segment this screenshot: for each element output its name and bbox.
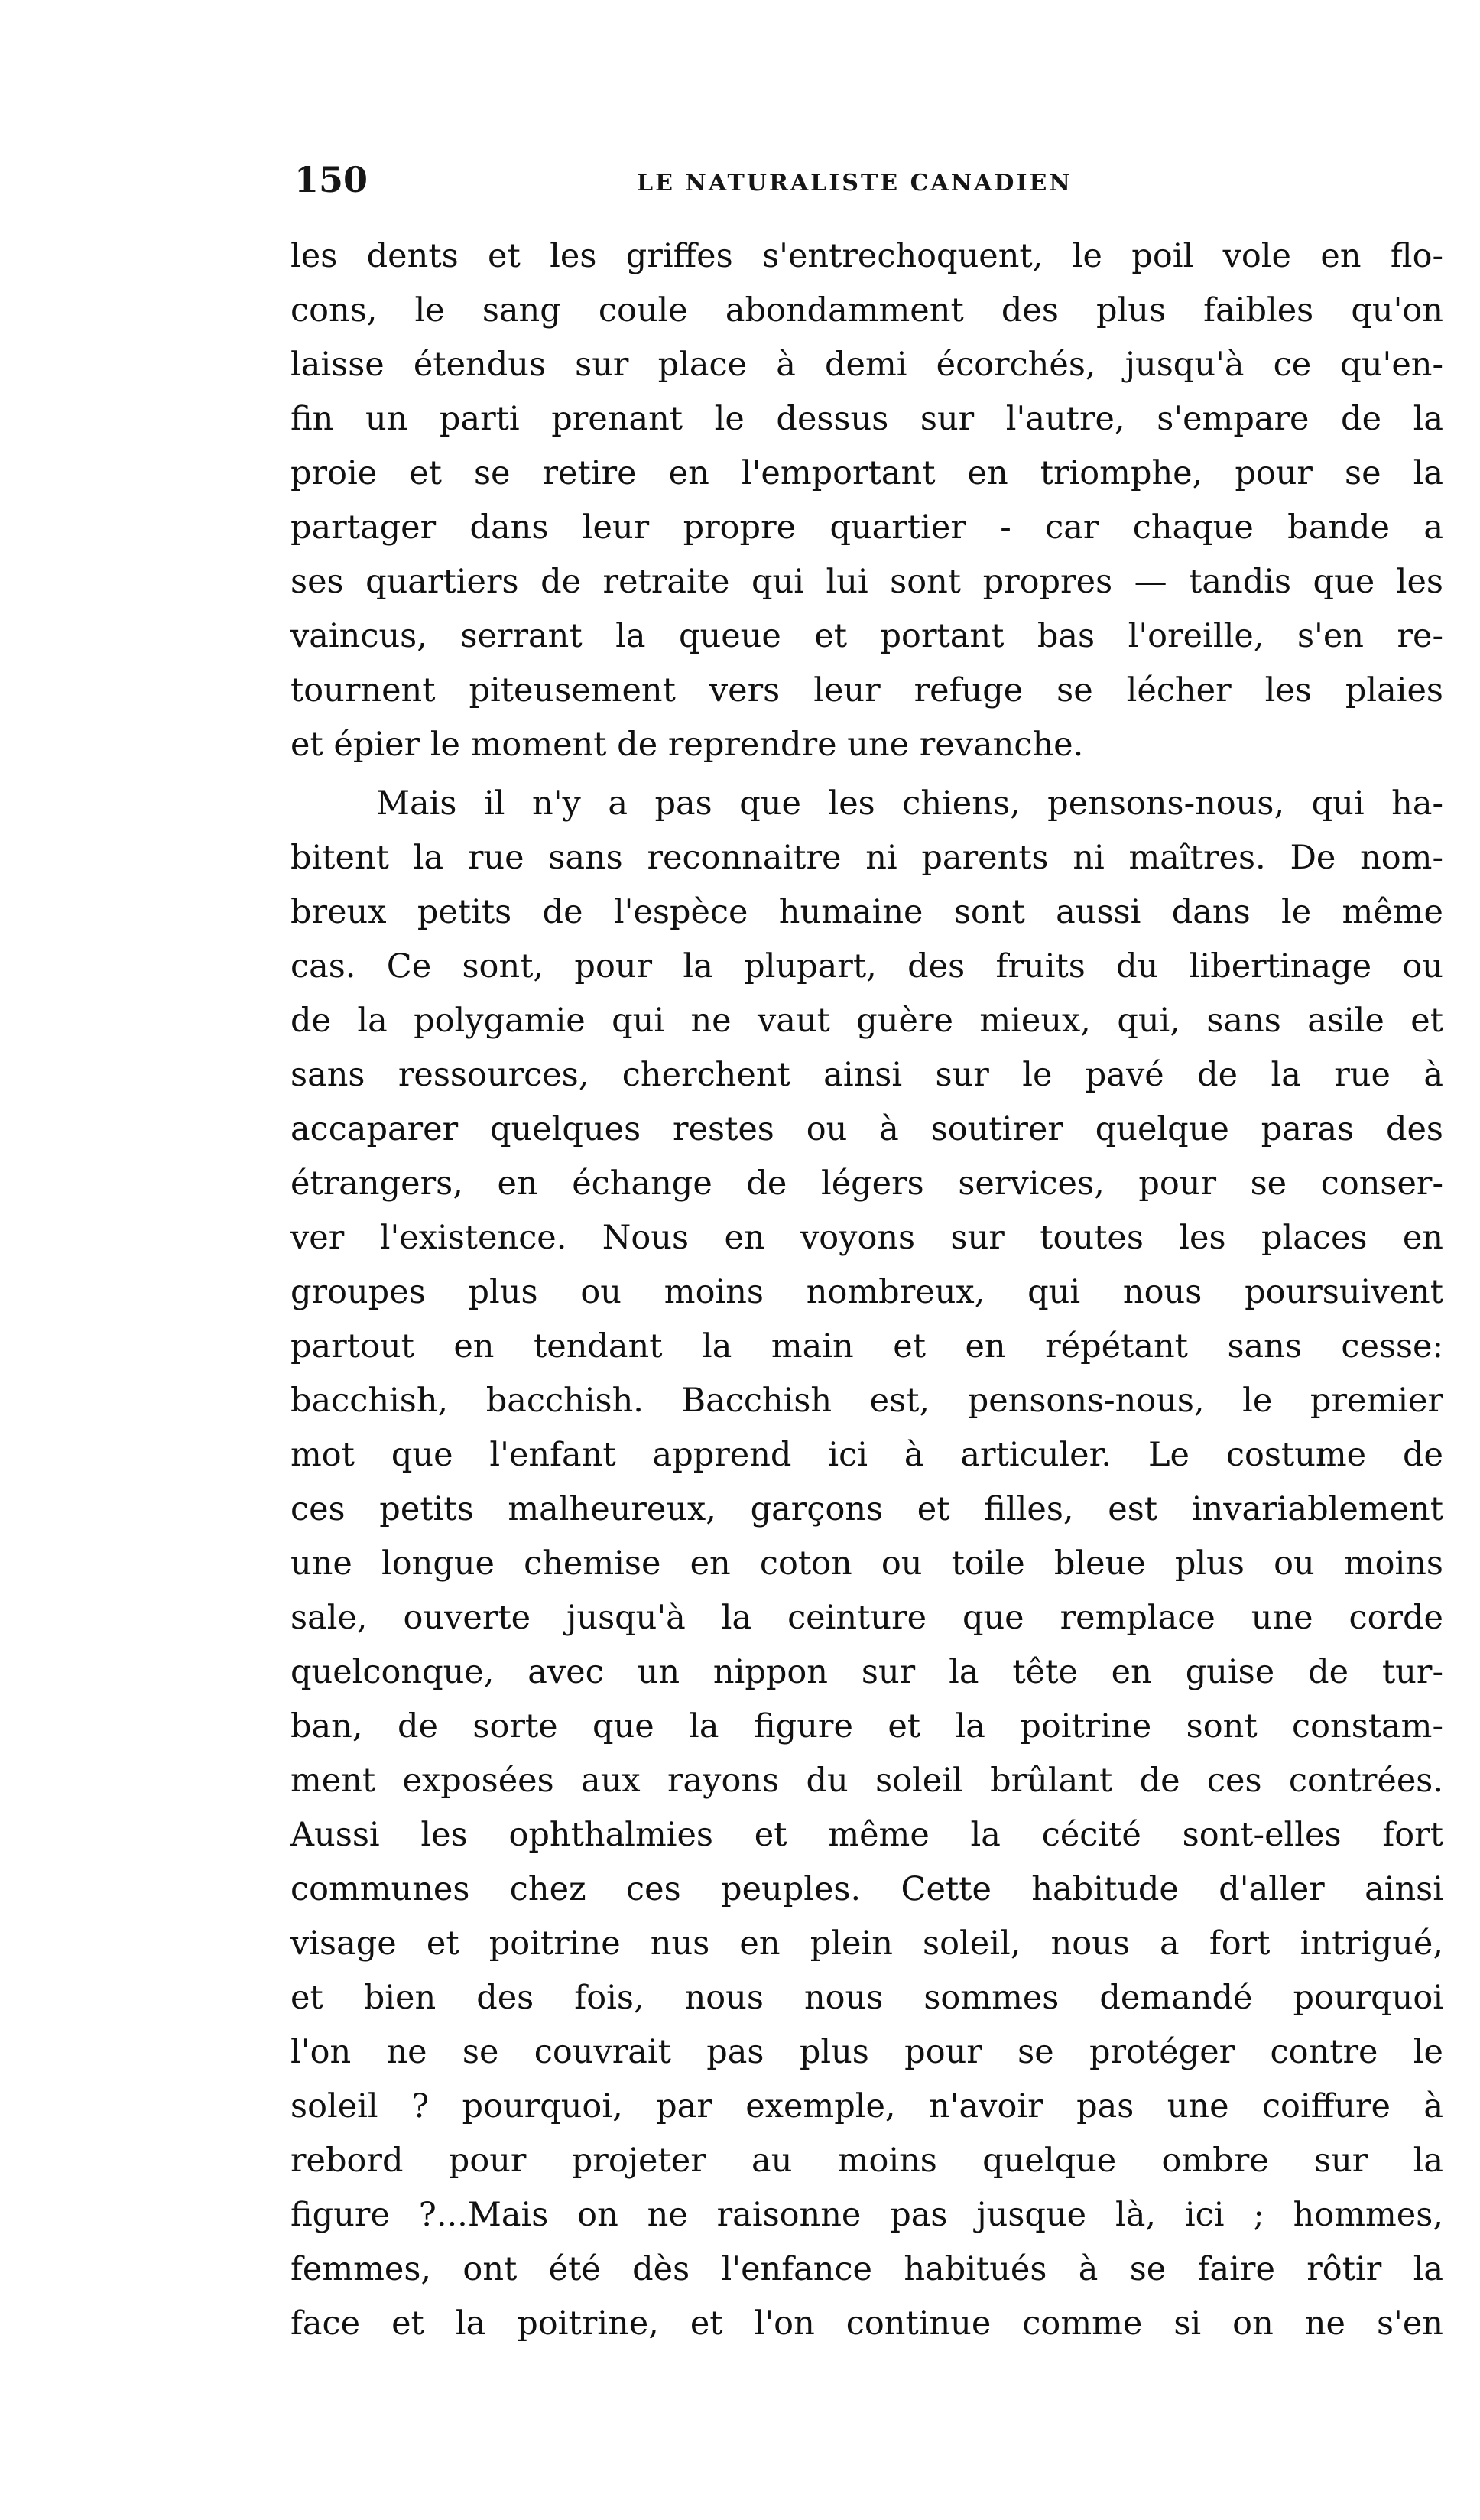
text-line: quelconque, avec un nippon sur la tête en guise de tur- bbox=[290, 1653, 1443, 1691]
page-header bbox=[294, 159, 1441, 213]
text-line: bitent la rue sans reconnaitre ni parents ni maîtres. De nom- bbox=[290, 839, 1443, 877]
text-line: l'on ne se couvrait pas plus pour se protéger contre le bbox=[290, 2033, 1443, 2071]
text-line: ment exposées aux rayons du soleil brûlant de ces contrées. bbox=[290, 1762, 1443, 1800]
text-line: partout en tendant la main et en répétant sans cesse: bbox=[290, 1327, 1443, 1366]
text-line: cas. Ce sont, pour la plupart, des fruits du libertinage ou bbox=[290, 947, 1443, 986]
text-line: tournent piteusement vers leur refuge se lécher les plaies bbox=[290, 671, 1443, 710]
text-line: Mais il n'y a pas que les chiens, pensons-nous, qui ha- bbox=[376, 784, 1443, 823]
text-line: partager dans leur propre quartier - car chaque bande a bbox=[290, 508, 1443, 547]
text-line: fin un parti prenant le dessus sur l'autre, s'empare de la bbox=[290, 400, 1443, 438]
page-number: 150 bbox=[294, 159, 368, 200]
text-line: et épier le moment de reprendre une revanche. bbox=[290, 726, 1084, 764]
text-line: face et la poitrine, et l'on continue comme si on ne s'en bbox=[290, 2304, 1443, 2343]
paragraph-1 bbox=[290, 229, 1443, 772]
text-line: soleil ? pourquoi, par exemple, n'avoir pas une coiffure à bbox=[290, 2087, 1443, 2125]
text-line: bacchish, bacchish. Bacchish est, pensons-nous, le premier bbox=[290, 1382, 1443, 1420]
text-line: breux petits de l'espèce humaine sont aussi dans le même bbox=[290, 893, 1443, 931]
text-line: cons, le sang coule abondamment des plus faibles qu'on bbox=[290, 291, 1443, 330]
text-line: rebord pour projeter au moins quelque ombre sur la bbox=[290, 2142, 1443, 2180]
text-line: visage et poitrine nus en plein soleil, nous a fort intrigué, bbox=[290, 1924, 1443, 1963]
running-title: LE NATURALISTE CANADIEN bbox=[637, 170, 1073, 196]
text-line: figure ?...Mais on ne raisonne pas jusque là, ici ; hommes, bbox=[290, 2196, 1443, 2234]
text-line: proie et se retire en l'emportant en triomphe, pour se la bbox=[290, 454, 1443, 492]
text-line: femmes, ont été dès l'enfance habitués à se faire rôtir la bbox=[290, 2250, 1443, 2288]
text-line: vaincus, serrant la queue et portant bas l'oreille, s'en re- bbox=[290, 617, 1443, 655]
text-line: laisse étendus sur place à demi écorchés, jusqu'à ce qu'en- bbox=[290, 346, 1443, 384]
text-line: ban, de sorte que la figure et la poitrine sont constam- bbox=[290, 1707, 1443, 1745]
text-line: de la polygamie qui ne vaut guère mieux, qui, sans asile et bbox=[290, 1002, 1443, 1040]
text-line: ver l'existence. Nous en voyons sur toutes les places en bbox=[290, 1219, 1443, 1257]
text-line: ses quartiers de retraite qui lui sont propres — tandis que les bbox=[290, 563, 1443, 601]
text-line: une longue chemise en coton ou toile bleue plus ou moins bbox=[290, 1544, 1443, 1583]
text-line: étrangers, en échange de légers services, pour se conser- bbox=[290, 1164, 1443, 1203]
text-line: groupes plus ou moins nombreux, qui nous poursuivent bbox=[290, 1273, 1443, 1311]
text-line: et bien des fois, nous nous sommes demandé pourquoi bbox=[290, 1979, 1443, 2017]
text-line: sale, ouverte jusqu'à la ceinture que remplace une corde bbox=[290, 1599, 1443, 1637]
body-text bbox=[290, 229, 1443, 2351]
text-line: accaparer quelques restes ou à soutirer quelque paras des bbox=[290, 1110, 1443, 1148]
text-line: ces petits malheureux, garçons et filles, est invariablement bbox=[290, 1490, 1443, 1528]
text-line: sans ressources, cherchent ainsi sur le pavé de la rue à bbox=[290, 1056, 1443, 1094]
text-line: communes chez ces peuples. Cette habitude d'aller ainsi bbox=[290, 1870, 1443, 1908]
text-line: Aussi les ophthalmies et même la cécité sont-elles fort bbox=[290, 1816, 1443, 1854]
text-line: les dents et les griffes s'entrechoquent, le poil vole en flo- bbox=[290, 237, 1443, 275]
text-line: mot que l'enfant apprend ici à articuler. Le costume de bbox=[290, 1436, 1443, 1474]
paragraph-2 bbox=[290, 777, 1443, 2351]
